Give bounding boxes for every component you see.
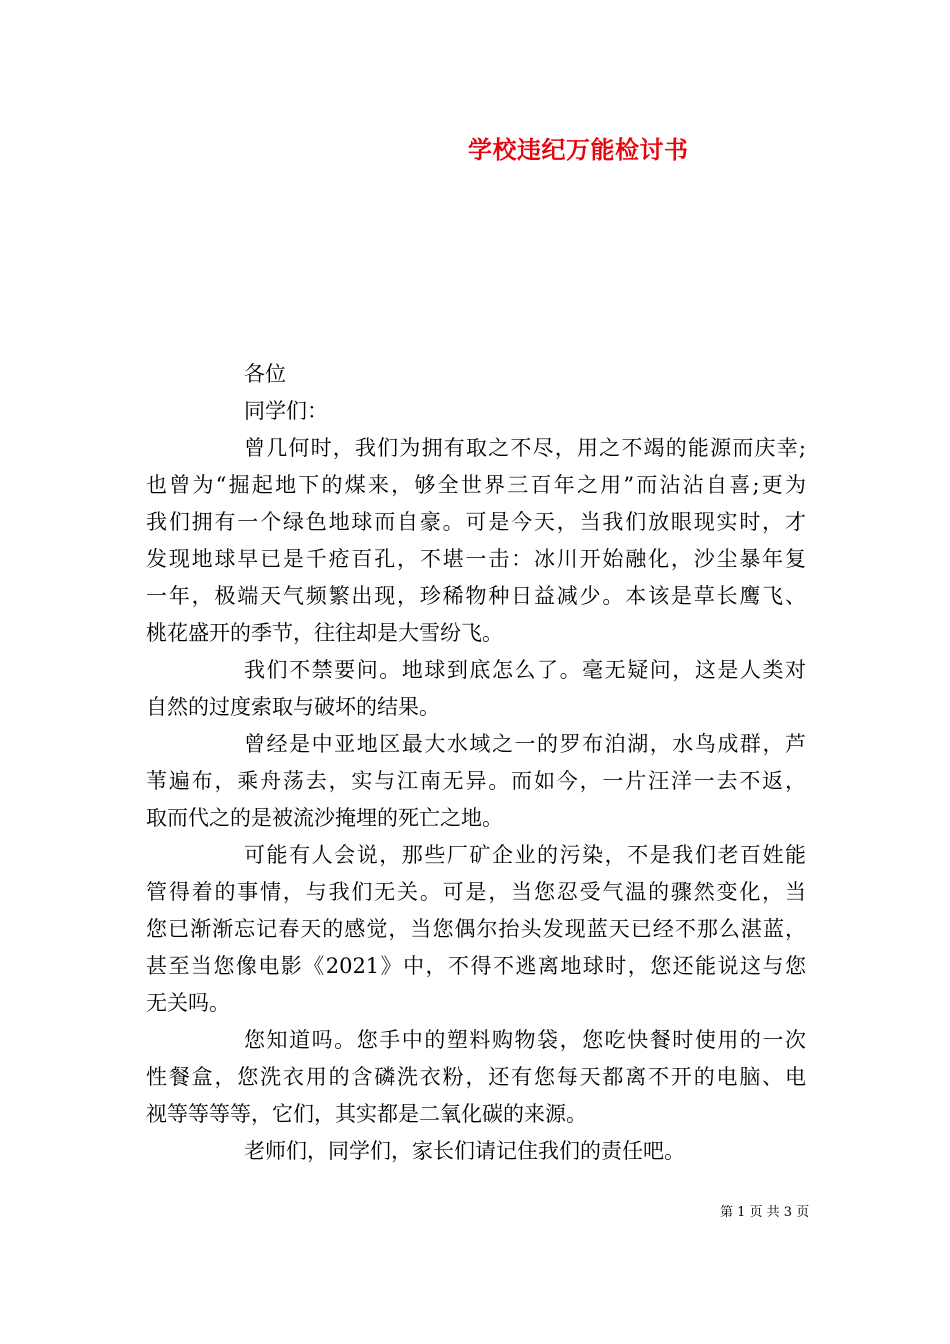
document-body: [146, 356, 806, 1170]
text-line: 一年，极端天气频繁出现，珍稀物种日益减少。本该是草长鹰飞、: [146, 584, 806, 608]
text-line: 甚至当您像电影《2021》中，不得不逃离地球时，您还能说这与您: [146, 954, 806, 978]
paragraph-lines: [146, 430, 806, 1170]
document-title: 学校违纪万能检讨书: [468, 135, 689, 164]
text-line: 也曾为“掘起地下的煤来，够全世界三百年之用”而沾沾自喜;更为: [146, 473, 806, 497]
text-line: 发现地球早已是千疮百孔，不堪一击：冰川开始融化，沙尘暴年复: [146, 547, 806, 571]
text-line: 我们拥有一个绿色地球而自豪。可是今天，当我们放眼现实时，才: [146, 510, 806, 534]
text-line: 您已渐渐忘记春天的感觉，当您偶尔抬头发现蓝天已经不那么湛蓝，: [146, 917, 806, 941]
text-line: 老师们，同学们，家长们请记住我们的责任吧。: [244, 1139, 685, 1163]
text-line: 苇遍布，乘舟荡去，实与江南无异。而如今，一片汪洋一去不返，: [146, 769, 806, 793]
text-line: 自然的过度索取与破坏的结果。: [146, 695, 440, 719]
text-line: 曾经是中亚地区最大水域之一的罗布泊湖，水鸟成群，芦: [244, 732, 806, 756]
text-line: 性餐盒，您洗衣用的含磷洗衣粉，还有您每天都离不开的电脑、电: [146, 1065, 806, 1089]
text-line: 管得着的事情，与我们无关。可是，当您忍受气温的骤然变化，当: [146, 880, 806, 904]
text-line: 我们不禁要问。地球到底怎么了。毫无疑问，这是人类对: [244, 658, 806, 682]
salutation-line-1: 各位: [244, 362, 286, 386]
text-line: 视等等等等，它们，其实都是二氧化碳的来源。: [146, 1102, 587, 1126]
text-line: 您知道吗。您手中的塑料购物袋，您吃快餐时使用的一次: [244, 1028, 806, 1052]
text-line: 桃花盛开的季节，往往却是大雪纷飞。: [146, 621, 503, 645]
text-line: 取而代之的是被流沙掩埋的死亡之地。: [146, 806, 503, 830]
text-line: 无关吗。: [146, 991, 230, 1015]
text-line: 可能有人会说，那些厂矿企业的污染，不是我们老百姓能: [244, 843, 806, 867]
page-footer: 第 1 页 共 3 页: [720, 1205, 810, 1220]
text-line: 曾几何时，我们为拥有取之不尽，用之不竭的能源而庆幸;: [244, 436, 806, 460]
salutation-line-2: 同学们：: [244, 399, 328, 423]
